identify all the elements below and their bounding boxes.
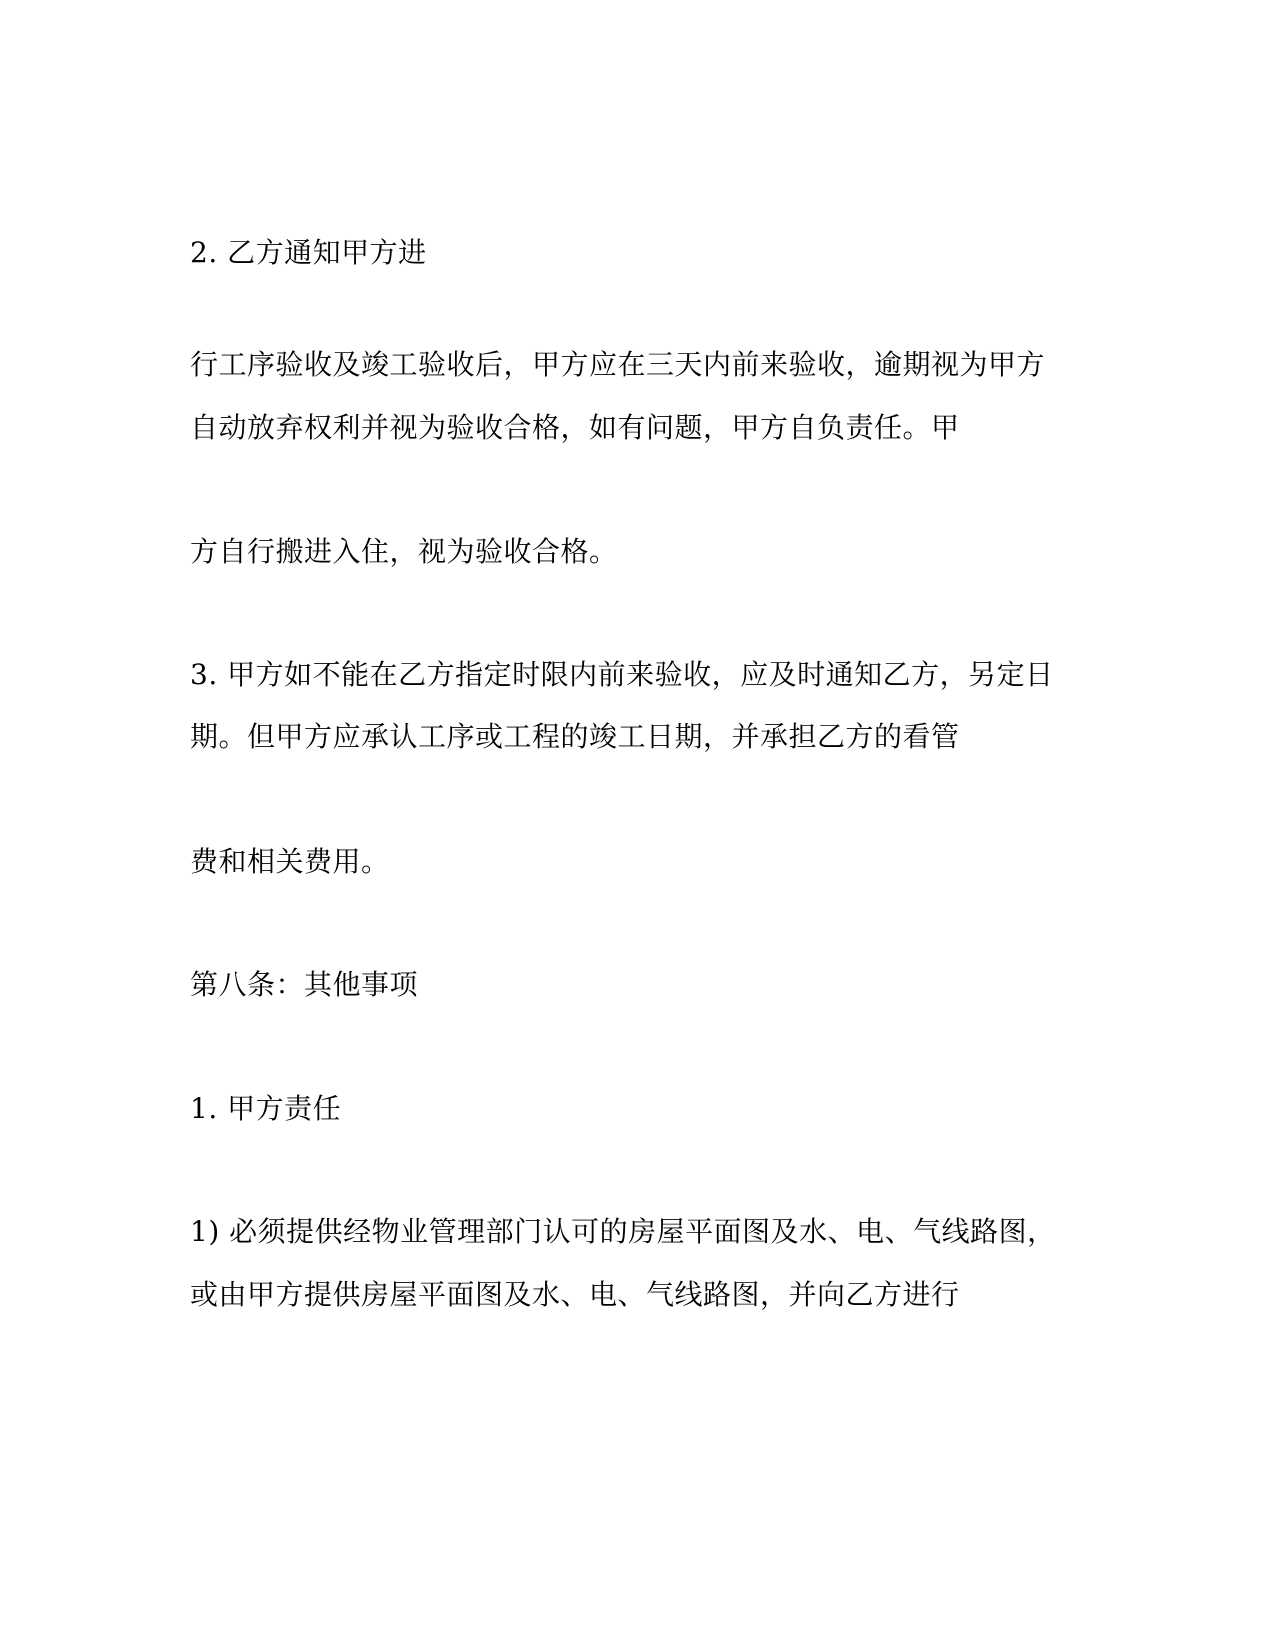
section-heading: 第八条：其他事项 bbox=[190, 968, 419, 1001]
paragraph-line: 行工序验收及竣工验收后，甲方应在三天内前来验收，逾期视为甲方 bbox=[190, 348, 1046, 381]
paragraph-line: 自动放弃权利并视为验收合格，如有问题，甲方自负责任。甲 bbox=[190, 411, 960, 444]
paragraph-line: 1) 必须提供经物业管理部门认可的房屋平面图及水、电、气线路图， bbox=[190, 1215, 1056, 1248]
paragraph-line: 期。但甲方应承认工序或工程的竣工日期，并承担乙方的看管 bbox=[190, 720, 960, 753]
paragraph-line: 方自行搬进入住，视为验收合格。 bbox=[190, 535, 618, 568]
paragraph-line: 费和相关费用。 bbox=[190, 845, 390, 878]
paragraph-line: 2. 乙方通知甲方进 bbox=[190, 236, 427, 269]
paragraph-line: 或由甲方提供房屋平面图及水、电、气线路图，并向乙方进行 bbox=[190, 1278, 960, 1311]
subsection-heading: 1. 甲方责任 bbox=[190, 1092, 342, 1125]
paragraph-line: 3. 甲方如不能在乙方指定时限内前来验收，应及时通知乙方，另定日 bbox=[190, 658, 1054, 691]
